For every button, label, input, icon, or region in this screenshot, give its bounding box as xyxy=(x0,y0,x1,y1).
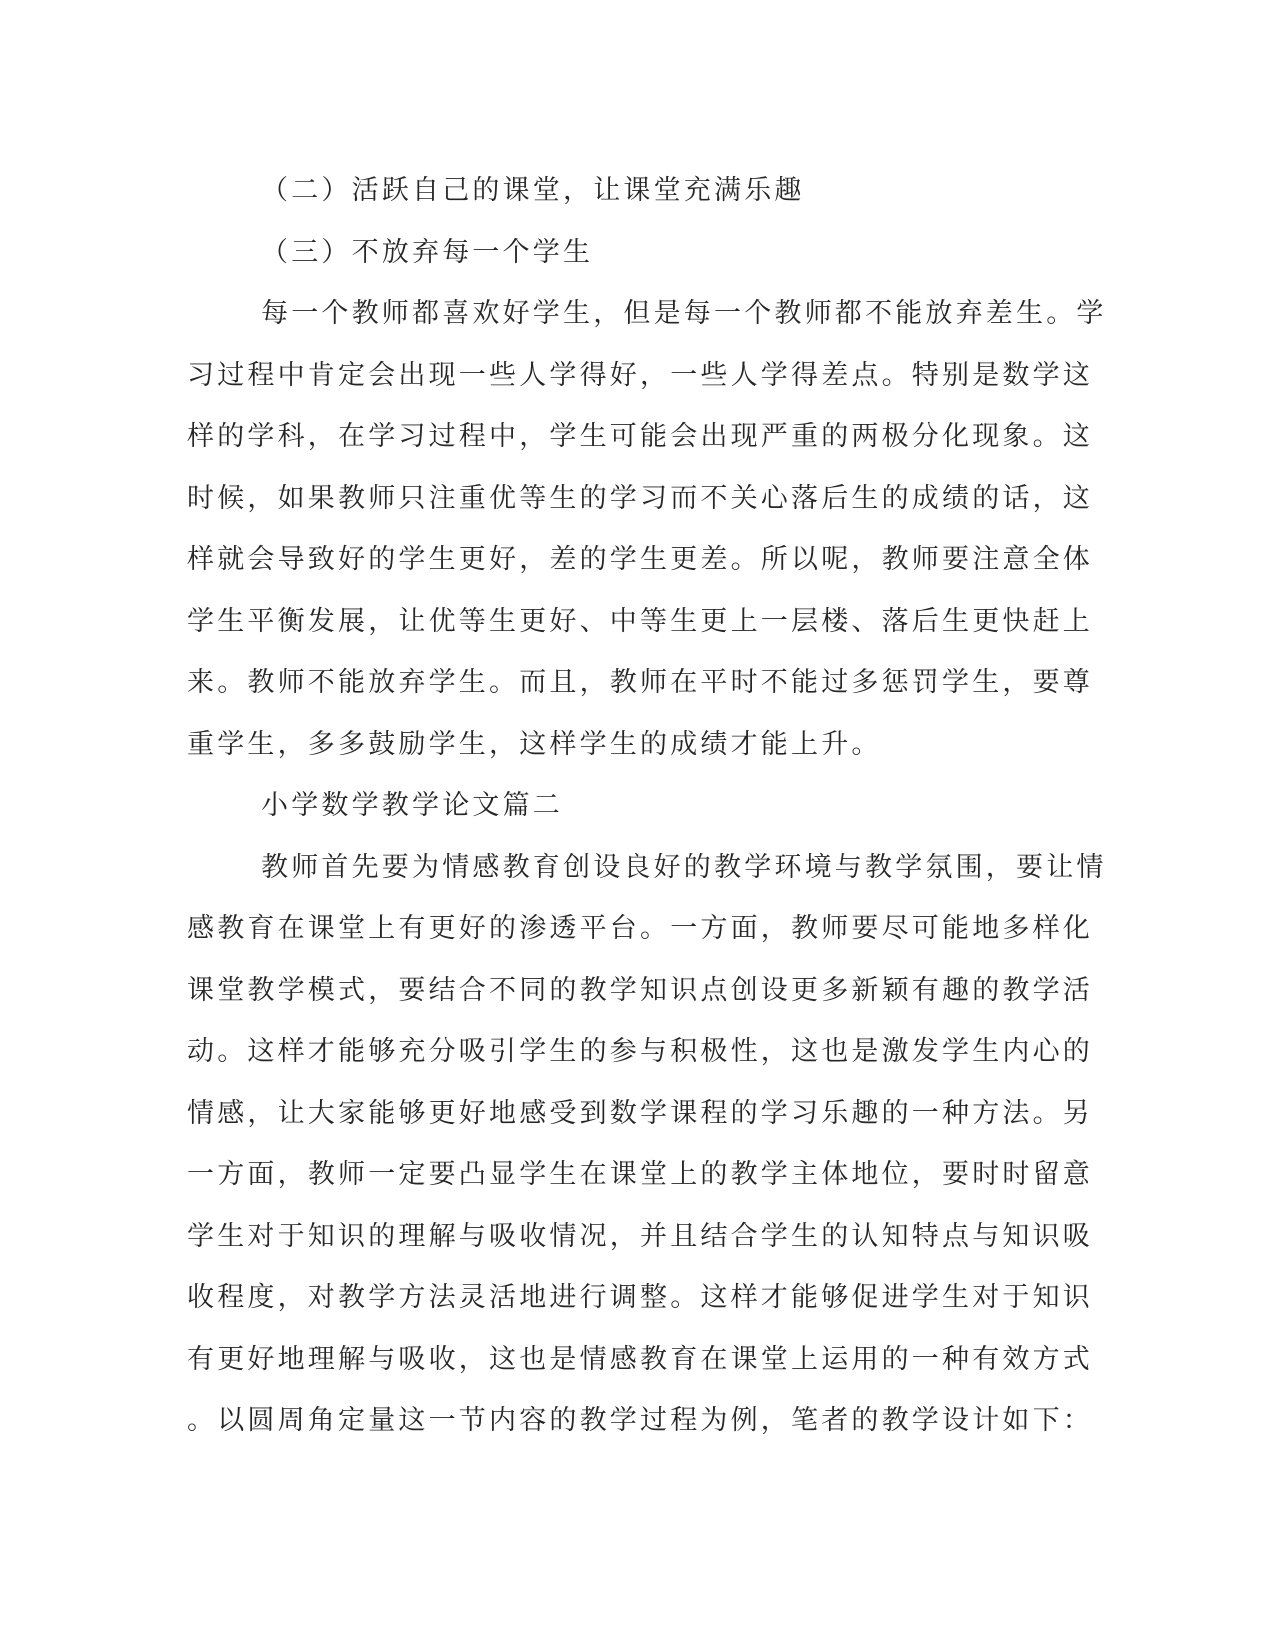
paragraph-line: 有更好地理解与吸收，这也是情感教育在课堂上运用的一种有效方式 xyxy=(187,1343,1093,1375)
paragraph-line: 样的学科，在学习过程中，学生可能会出现严重的两极分化现象。这 xyxy=(187,421,1093,452)
section-title: 小学数学教学论文篇二 xyxy=(261,790,563,821)
paragraph-line: 收程度，对教学方法灵活地进行调整。这样才能够促进学生对于知识 xyxy=(187,1282,1093,1313)
document-body xyxy=(187,160,1107,1452)
subheading-3: （三）不放弃每一个学生 xyxy=(261,236,594,268)
paragraph-line: 教师首先要为情感教育创设良好的教学环境与教学氛围，要让情 xyxy=(261,851,1107,883)
paragraph-line: 样就会导致好的学生更好，差的学生更差。所以呢，教师要注意全体 xyxy=(187,544,1093,575)
paragraph-line: 时候，如果教师只注重优等生的学习而不关心落后生的成绩的话，这 xyxy=(187,482,1093,514)
paragraph-line: 学生对于知识的理解与吸收情况，并且结合学生的认知特点与知识吸 xyxy=(187,1220,1093,1252)
paragraph-line: 动。这样才能够充分吸引学生的参与积极性，这也是激发学生内心的 xyxy=(187,1036,1093,1067)
subheading-2: （二）活跃自己的课堂，让课堂充满乐趣 xyxy=(261,175,805,206)
paragraph-line: 课堂教学模式，要结合不同的教学知识点创设更多新颖有趣的教学活 xyxy=(187,974,1093,1006)
paragraph-line: 。以圆周角定量这一节内容的教学过程为例，笔者的教学设计如下： xyxy=(187,1405,1093,1436)
paragraph-line: 习过程中肯定会出现一些人学得好，一些人学得差点。特别是数学这 xyxy=(187,359,1093,391)
paragraph-line: 来。教师不能放弃学生。而且，教师在平时不能过多惩罚学生，要尊 xyxy=(187,667,1093,698)
paragraph-line: 感教育在课堂上有更好的渗透平台。一方面，教师要尽可能地多样化 xyxy=(187,913,1093,944)
paragraph-line: 每一个教师都喜欢好学生，但是每一个教师都不能放弃差生。学 xyxy=(261,298,1107,329)
paragraph-line: 一方面，教师一定要凸显学生在课堂上的教学主体地位，要时时留意 xyxy=(187,1159,1093,1190)
paragraph-line: 学生平衡发展，让优等生更好、中等生更上一层楼、落后生更快赶上 xyxy=(187,605,1093,637)
paragraph-line: 重学生，多多鼓励学生，这样学生的成绩才能上升。 xyxy=(187,728,882,760)
paragraph-line: 情感，让大家能够更好地感受到数学课程的学习乐趣的一种方法。另 xyxy=(187,1097,1093,1129)
